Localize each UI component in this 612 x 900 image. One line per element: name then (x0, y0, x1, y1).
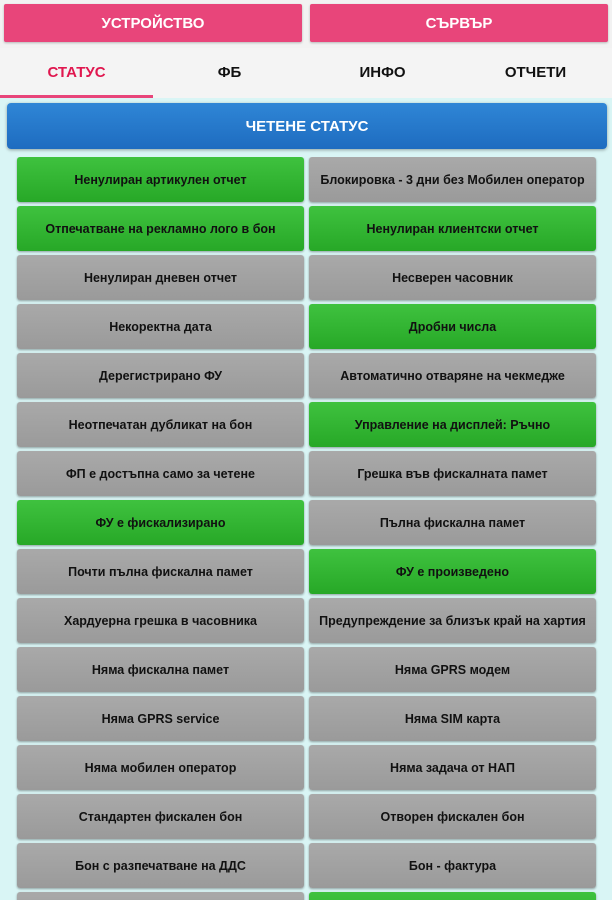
status-indicator: Бон - фактура (309, 843, 596, 888)
status-indicator: Бон с разпечатване на ДДС (17, 843, 304, 888)
status-indicator: Неотпечатан дубликат на бон (17, 402, 304, 447)
status-indicator: Блокировка - 3 дни без Мобилен оператор (309, 157, 596, 202)
status-indicator: Пълна фискална памет (309, 500, 596, 545)
status-indicator: Почти пълна фискална памет (17, 549, 304, 594)
tab-status[interactable]: СТАТУС (47, 63, 106, 81)
server-button[interactable]: СЪРВЪР (310, 4, 608, 42)
read-status-button[interactable]: ЧЕТЕНЕ СТАТУС (7, 103, 607, 149)
status-indicator (17, 892, 304, 900)
status-indicator: Няма мобилен оператор (17, 745, 304, 790)
status-indicator: Няма GPRS модем (309, 647, 596, 692)
status-indicator: Отпечатване на рекламно лого в бон (17, 206, 304, 251)
status-indicator: Несверен часовник (309, 255, 596, 300)
status-indicator: ФУ е произведено (309, 549, 596, 594)
status-indicator: Няма GPRS service (17, 696, 304, 741)
status-indicator: Автоматично отваряне на чекмедже (309, 353, 596, 398)
status-indicator: Ненулиран клиентски отчет (309, 206, 596, 251)
status-indicator: Стандартен фискален бон (17, 794, 304, 839)
status-indicator: Дерегистрирано ФУ (17, 353, 304, 398)
status-indicator: ФУ е фискализирано (17, 500, 304, 545)
top-bar (0, 0, 612, 48)
status-indicator: Ненулиран артикулен отчет (17, 157, 304, 202)
status-indicator: Хардуерна грешка в часовника (17, 598, 304, 643)
status-indicator: Управление на дисплей: Ръчно (309, 402, 596, 447)
status-indicator: Дробни числа (309, 304, 596, 349)
status-indicator: Предупреждение за близък край на хартия (309, 598, 596, 643)
tab-info[interactable]: ИНФО (359, 63, 406, 81)
active-tab-indicator (0, 95, 153, 98)
status-indicator: Ненулиран дневен отчет (17, 255, 304, 300)
tab-fb[interactable]: ФБ (217, 63, 242, 81)
status-indicator: Некоректна дата (17, 304, 304, 349)
tab-reports[interactable]: ОТЧЕТИ (504, 63, 567, 81)
status-indicator: Няма SIM карта (309, 696, 596, 741)
status-indicator: Отворен фискален бон (309, 794, 596, 839)
tab-bar (0, 48, 612, 98)
status-indicator: Грешка във фискалната памет (309, 451, 596, 496)
status-grid (0, 157, 612, 900)
device-button[interactable]: УСТРОЙСТВО (4, 4, 302, 42)
status-indicator (309, 892, 596, 900)
status-indicator: Няма задача от НАП (309, 745, 596, 790)
status-indicator: Няма фискална памет (17, 647, 304, 692)
status-indicator: ФП е достъпна само за четене (17, 451, 304, 496)
